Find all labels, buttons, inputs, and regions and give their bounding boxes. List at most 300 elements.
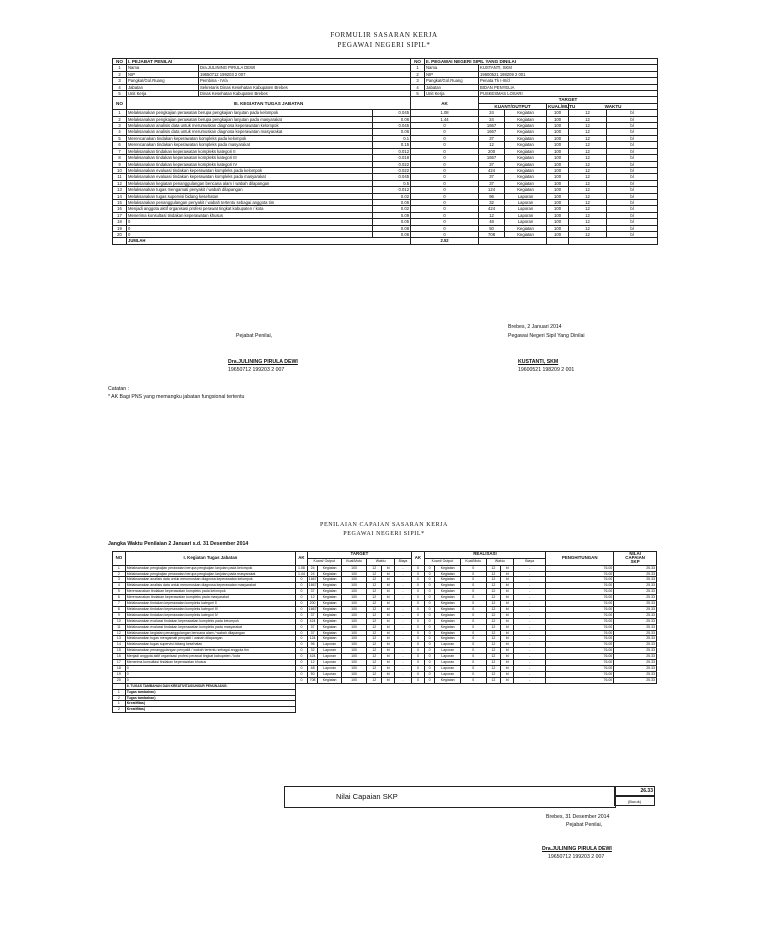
row-kuant: 708 [307, 677, 318, 683]
row-real-biaya: - [514, 654, 546, 660]
f2-extra-header: II. TUGAS TAMBAHAN DAN KREATIVITAS/UNSUR PENUNJANG: [125, 683, 295, 689]
row-real-biaya: - [514, 677, 546, 683]
row-mutu: 100 [341, 666, 367, 672]
row-ak-unit: 0.045 [373, 110, 411, 116]
form2-subtitle: PEGAWAI NEGERI SIPIL* [343, 531, 425, 537]
row-mutu: 100 [547, 193, 569, 199]
row-mutu: 100 [547, 148, 569, 154]
row-ak: 0 [296, 589, 308, 595]
row-ak: 0 [296, 660, 308, 666]
row-real-waktu-unit: bl [501, 654, 514, 660]
row-ak: 0 [411, 167, 479, 173]
row-mutu: 100 [341, 630, 367, 636]
form2-header-row1 [113, 552, 657, 559]
row-mutu: 100 [547, 167, 569, 173]
row-no: 12 [113, 630, 126, 636]
row-real-waktu: 12 [486, 654, 501, 660]
row-nilai: 25.33 [614, 660, 657, 666]
row-real-kuant: 0 [424, 671, 435, 677]
extra-no: 2 [113, 695, 126, 701]
row-ak-unit: 0.08 [373, 225, 411, 231]
row-penghitungan: 76.00 [546, 589, 614, 595]
row-penghitungan: 76.00 [546, 636, 614, 642]
row-kuant-unit: Kegiatan [505, 129, 547, 135]
f2-col-penghitungan: PENGHITUNGAN [546, 552, 614, 566]
row-waktu-unit: bl [382, 630, 395, 636]
nilai-capaian-block [112, 786, 657, 810]
row-biaya: - [395, 624, 412, 630]
section-kegiatan: III. KEGIATAN TUGAS JABATAN [127, 97, 411, 110]
row-no: 10 [113, 618, 126, 624]
row-real-biaya: - [514, 630, 546, 636]
extra-no: 1 [113, 689, 126, 695]
row-kegiatan: Menjadi anggota aktif organisasi profesi perawat tingkat kabupaten / kota [127, 206, 373, 212]
row-waktu-unit: bl [382, 671, 395, 677]
row-penghitungan: 76.00 [546, 654, 614, 660]
row-kuant-unit: Laporan [505, 193, 547, 199]
dinilai-no: 3 [411, 78, 425, 84]
row-waktu-unit: bl [607, 180, 658, 186]
row-penghitungan: 76.00 [546, 666, 614, 672]
row-waktu-unit: bl [607, 219, 658, 225]
row-ak-unit: 0.02 [373, 193, 411, 199]
row-mutu: 100 [341, 618, 367, 624]
form1-sign-right-nip: 19600521 198209 2 001 [518, 367, 575, 373]
row-real-waktu-unit: bl [501, 624, 514, 630]
extra-label: Kreatifitas) [125, 707, 295, 713]
row-ak-unit: 0.1 [373, 135, 411, 141]
row-real-biaya: - [514, 589, 546, 595]
row-ak: 1.08 [296, 565, 308, 571]
row-real-waktu-unit: bl [501, 583, 514, 589]
row-real-ak: 0 [412, 642, 425, 648]
row-ak-unit: 0.012 [373, 148, 411, 154]
row-kuant: 124 [307, 636, 318, 642]
nilai-capaian-label: Nilai Capaian SKP [336, 792, 398, 801]
form1-subtitle: PEGAWAI NEGERI SIPIL* [337, 41, 431, 49]
row-kuant: 1667 [479, 155, 505, 161]
row-kuant-unit: Kegiatan [505, 180, 547, 186]
dinilai-field-label: Pangkat/Gol.Ruang [425, 78, 479, 84]
row-no: 8 [113, 606, 126, 612]
f2-target-kuant: Kuant/ Output [307, 558, 341, 565]
row-penghitungan: 76.00 [546, 660, 614, 666]
row-no: 11 [113, 174, 127, 180]
form1-penilai-label: Pejabat Penilai, [236, 333, 273, 339]
row-real-ak: 0 [412, 606, 425, 612]
form1-place-date: Brebes, 2 Januari 2014 [508, 324, 562, 330]
dinilai-field-label: NIP [425, 71, 479, 77]
row-real-waktu: 12 [486, 565, 501, 571]
row-kuant-unit: Kegiatan [505, 135, 547, 141]
row-kegiatan: Merencanakan tindakan keperawatan kompleks pada masyarakat [125, 595, 295, 601]
row-real-waktu: 12 [486, 648, 501, 654]
row-real-waktu: 12 [486, 624, 501, 630]
row-kuant: 1667 [308, 583, 317, 588]
row-real-waktu-unit: bl [501, 630, 514, 636]
row-real-mutu: 0 [460, 606, 486, 612]
f2-col-kegiatan: I. Kegiatan Tugas Jabatan [125, 552, 295, 566]
row-real-waktu: 12 [486, 589, 501, 595]
extra-no: 1 [113, 701, 126, 707]
row-waktu: 12 [569, 129, 607, 135]
row-kuant: 37 [307, 612, 318, 618]
row-kuant: 124 [479, 187, 505, 193]
penilai-no: 3 [113, 78, 127, 84]
row-real-waktu: 12 [486, 612, 501, 618]
row-real-unit: Kegiatan [435, 606, 461, 612]
row-kuant-unit: Laporan [318, 654, 341, 660]
row-kuant-unit: Laporan [505, 206, 547, 212]
row-kegiatan: Melaksanakan evaluasi tindakan keperawatan kompleks pada kelompok [125, 618, 295, 624]
row-nilai: 25.33 [614, 571, 657, 577]
row-ak: 0 [411, 135, 479, 141]
row-real-biaya: - [514, 571, 546, 577]
row-ak-unit: 0.15 [373, 142, 411, 148]
row-waktu: 12 [367, 571, 382, 577]
row-waktu: 12 [367, 583, 382, 589]
row-kuant-unit: Kegiatan [505, 161, 547, 167]
row-penghitungan: 76.00 [546, 624, 614, 630]
row-real-biaya: - [514, 671, 546, 677]
row-real-biaya: - [514, 565, 546, 571]
row-nilai: 25.33 [614, 677, 657, 683]
row-ak-unit: 0.022 [373, 167, 411, 173]
row-real-kuant: 0 [424, 636, 435, 642]
row-mutu: 100 [341, 671, 367, 677]
row-no: 16 [113, 654, 126, 660]
row-real-kuant: 0 [424, 577, 435, 583]
row-kegiatan: Melaksanakan tindakan keperawatan kompleks kategori III [125, 606, 295, 612]
row-kuant-unit: Kegiatan [318, 571, 341, 577]
row-ak: 0 [411, 129, 479, 135]
row-kegiatan: 0 [125, 666, 295, 672]
row-waktu-unit: bl [607, 187, 658, 193]
row-kuant: 50 [307, 671, 318, 677]
row-ak: 0 [411, 193, 479, 199]
form1-sign-left-nip: 19650712 199203 2 007 [228, 367, 285, 373]
row-penghitungan: 76.00 [546, 648, 614, 654]
row-kegiatan: Melaksanakan penanggulangan penyakit / wabah tertentu sebagai anggota tim [125, 648, 295, 654]
dinilai-field-label: Jabatan [425, 84, 479, 90]
row-penghitungan: 76.00 [546, 601, 614, 607]
row-ak-unit: 0.045 [373, 174, 411, 180]
row-kuant: 12 [307, 595, 318, 601]
row-no: 13 [113, 636, 126, 642]
row-no: 12 [113, 180, 127, 186]
row-penghitungan: 76.00 [546, 583, 614, 589]
row-mutu: 100 [341, 595, 367, 601]
row-no: 8 [113, 155, 127, 161]
row-mutu: 100 [547, 116, 569, 122]
row-kuant: 50 [479, 225, 505, 231]
row-mutu: 100 [547, 161, 569, 167]
row-waktu-unit: bl [382, 660, 395, 666]
row-ak: 0 [411, 142, 479, 148]
row-nilai: 25.33 [614, 666, 657, 672]
row-no: 9 [113, 612, 126, 618]
row-kuant-unit: Laporan [318, 660, 341, 666]
row-ak: 0 [411, 161, 479, 167]
row-ak: 0 [296, 612, 308, 618]
row-real-waktu-unit: bl [501, 666, 514, 672]
row-kegiatan: 0 [125, 671, 295, 677]
row-ak-unit: 0.02 [373, 206, 411, 212]
row-biaya: - [395, 666, 412, 672]
row-kuant: 12 [479, 212, 505, 218]
row-biaya: - [395, 660, 412, 666]
row-real-ak: 0 [412, 660, 425, 666]
row-kegiatan: Melaksanakan tindakan keperawatan kompleks kategori II [127, 148, 373, 154]
row-biaya: - [395, 595, 412, 601]
form2-period: Jangka Waktu Penilaian 2 Januari s.d. 31 Desember 2014 [108, 541, 249, 547]
row-kuant: 424 [479, 167, 505, 173]
row-mutu: 100 [341, 565, 367, 571]
row-ak-unit: 0.06 [373, 129, 411, 135]
row-waktu: 12 [367, 642, 382, 648]
row-kuant: 37 [479, 161, 505, 167]
form1-pegawai-label: Pegawai Negeri Sipil Yang Dinilai [508, 333, 585, 339]
row-waktu: 12 [367, 595, 382, 601]
row-waktu-unit: bl [607, 167, 658, 173]
row-ak: 0 [296, 654, 308, 660]
row-kegiatan: Melaksanakan pengkajian perawatan berupa pengkajian lanjutan pada kelompok [125, 565, 295, 571]
row-ak: 0 [296, 666, 308, 672]
row-kuant: 37 [307, 624, 318, 630]
row-mutu: 100 [341, 606, 367, 612]
form1-table [112, 58, 658, 245]
row-nilai: 25.33 [614, 671, 657, 677]
row-no: 20 [113, 677, 126, 683]
row-no: 7 [113, 601, 126, 607]
row-kegiatan: Melaksanakan kegiatan penanggulangan bencana alam / wabah dilapangan [125, 630, 295, 636]
row-waktu-unit: bl [607, 135, 658, 141]
dinilai-field-label: Unit Kerja [425, 91, 479, 97]
row-real-kuant: 0 [424, 571, 435, 577]
row-kuant-unit: Kegiatan [318, 595, 341, 601]
row-real-mutu: 0 [460, 671, 486, 677]
row-waktu: 12 [367, 589, 382, 595]
row-waktu-unit: bl [382, 642, 395, 648]
row-real-ak: 0 [412, 677, 425, 683]
row-kuant-unit: Kegiatan [505, 142, 547, 148]
row-kuant-unit: Kegiatan [318, 589, 341, 595]
penilai-no: 4 [113, 84, 127, 90]
row-waktu-unit: bl [382, 612, 395, 618]
row-waktu-unit: bl [382, 636, 395, 642]
row-real-mutu: 0 [460, 601, 486, 607]
row-no: 9 [113, 161, 127, 167]
row-kuant-unit: Kegiatan [318, 601, 341, 607]
row-waktu-unit: bl [382, 666, 395, 672]
row-mutu: 100 [547, 174, 569, 180]
row-kuant-unit: Kegiatan [318, 636, 341, 642]
dinilai-field-value: KUSTANTI, SKM [479, 65, 658, 71]
row-biaya: - [395, 671, 412, 677]
nilai-capaian-grade: (Buruk) [614, 796, 655, 806]
row-nilai: 25.33 [614, 577, 657, 583]
penilai-no: 2 [113, 71, 127, 77]
row-kuant-unit: Kegiatan [318, 583, 341, 589]
row-nilai: 25.33 [614, 618, 657, 624]
row-nilai: 25.33 [614, 642, 657, 648]
row-real-unit: Kegiatan [435, 583, 461, 589]
row-real-waktu-unit: bl [501, 601, 514, 607]
row-waktu-unit: bl [607, 148, 658, 154]
row-waktu: 12 [569, 116, 607, 122]
row-kuant: 32 [307, 648, 318, 654]
row-real-waktu: 12 [486, 636, 501, 642]
row-biaya: - [395, 648, 412, 654]
row-kuant-unit: Kegiatan [318, 606, 341, 612]
row-kegiatan: Melaksanakan tugas supervisi bidang kesehatan [125, 642, 295, 648]
row-mutu: 100 [341, 660, 367, 666]
row-real-waktu-unit: bl [501, 577, 514, 583]
row-penghitungan: 76.00 [546, 595, 614, 601]
row-ak: 0 [296, 671, 308, 677]
row-real-kuant: 0 [424, 565, 435, 571]
row-kuant: 1667 [308, 577, 317, 582]
row-biaya: - [395, 577, 412, 583]
row-waktu: 12 [569, 231, 607, 237]
row-ak: 0 [411, 206, 479, 212]
row-kuant-unit: Kegiatan [505, 148, 547, 154]
row-waktu-unit: bl [382, 654, 395, 660]
row-kuant: 96 [307, 642, 318, 648]
row-real-waktu: 12 [486, 595, 501, 601]
row-kuant: 48 [307, 666, 318, 672]
dinilai-field-value: 19600521 198209 2 001 [479, 71, 658, 77]
row-mutu: 100 [341, 589, 367, 595]
row-real-mutu: 0 [460, 630, 486, 636]
row-nilai: 25.33 [614, 606, 657, 612]
row-waktu-unit: bl [382, 571, 395, 577]
row-waktu-unit: bl [382, 565, 395, 571]
form1-sign-left-name: Dra.JULINING PIRULA DEWI [228, 359, 298, 365]
row-real-mutu: 0 [460, 624, 486, 630]
row-ak-unit: 0.022 [373, 161, 411, 167]
row-kuant: 37 [307, 630, 318, 636]
row-waktu: 12 [569, 187, 607, 193]
row-mutu: 100 [547, 212, 569, 218]
form1-title: FORMULIR SASARAN KERJA [330, 31, 438, 39]
row-ak-unit: 0.5 [373, 180, 411, 186]
col-no-kegiatan: NO [113, 97, 127, 110]
row-waktu-unit: bl [607, 123, 658, 129]
row-ak: 0 [411, 225, 479, 231]
row-real-ak: 0 [412, 612, 425, 618]
extra-no: 2 [113, 707, 126, 713]
row-nilai: 25.33 [614, 624, 657, 630]
row-ak-unit: 0.06 [373, 199, 411, 205]
row-real-ak: 0 [412, 618, 425, 624]
row-real-ak: 0 [412, 624, 425, 630]
row-waktu-unit: bl [382, 583, 395, 589]
row-real-ak: 0 [412, 671, 425, 677]
row-nilai: 25.33 [614, 589, 657, 595]
row-ak: 0 [411, 123, 479, 129]
row-biaya: - [395, 571, 412, 577]
row-mutu: 100 [341, 648, 367, 654]
row-real-biaya: - [514, 601, 546, 607]
extra-blank [296, 707, 657, 713]
dinilai-field-value: PUSKESMAS LOSARI [479, 91, 658, 97]
row-real-unit: Kegiatan [435, 577, 461, 583]
row-real-mutu: 0 [460, 654, 486, 660]
row-waktu-unit: bl [382, 648, 395, 654]
f2-col-nilai [614, 552, 657, 566]
row-real-waktu: 12 [486, 577, 501, 583]
row-kuant-unit: Kegiatan [505, 167, 547, 173]
jumlah-value: 2.52 [411, 238, 479, 244]
row-ak: 0 [296, 677, 308, 683]
row-penghitungan: 76.00 [546, 612, 614, 618]
row-kegiatan: Melaksanakan tindakan keperawatan kompleks kategori IV [127, 161, 373, 167]
penilai-field-value: Pembina - IV/a [199, 78, 411, 84]
row-kegiatan: Melaksanakan analisis data untuk merumuskan diagnosa keperawatan kelompok [125, 577, 295, 583]
row-real-mutu: 0 [460, 648, 486, 654]
row-real-kuant: 0 [424, 601, 435, 607]
catatan-label: Catatan : [108, 386, 130, 392]
row-ak-unit: 0.012 [373, 187, 411, 193]
row-waktu: 12 [569, 212, 607, 218]
row-no: 10 [113, 167, 127, 173]
row-kegiatan: Melaksanakan penanggulangan penyakit / wabah tertentu sebagai anggota tim [127, 199, 373, 205]
row-kuant: 1667 [308, 606, 317, 611]
row-waktu: 12 [367, 612, 382, 618]
f2-target-mutu: Kual/Mutu [341, 558, 367, 565]
row-waktu: 12 [569, 142, 607, 148]
row-real-waktu-unit: bl [501, 589, 514, 595]
row-waktu-unit: bl [607, 174, 658, 180]
row-real-waktu-unit: bl [501, 671, 514, 677]
row-real-biaya: - [514, 618, 546, 624]
f2-nilai-skp: SKP [630, 559, 640, 565]
row-waktu: 12 [367, 601, 382, 607]
row-ak: 0 [411, 174, 479, 180]
row-kuant-unit: Laporan [318, 648, 341, 654]
f2-realisasi-header: REALISASI [424, 552, 545, 559]
row-kuant-unit: Laporan [505, 219, 547, 225]
row-waktu: 12 [569, 193, 607, 199]
f2-target-header: TARGET [307, 552, 411, 559]
row-mutu: 100 [547, 206, 569, 212]
row-kegiatan: Melaksanakan pengkajian perawatan berupa pengkajian lanjutan pada masyarakat [125, 571, 295, 577]
form2-title: PENILAIAN CAPAIAN SASARAN KERJA [320, 522, 448, 528]
row-real-unit: Kegiatan [435, 624, 461, 630]
row-waktu-unit: bl [607, 193, 658, 199]
row-no: 20 [113, 231, 127, 237]
f2-col-ak-real: AK [412, 552, 425, 566]
row-ak: 1.08 [411, 110, 479, 116]
row-real-kuant: 0 [424, 642, 435, 648]
row-waktu: 12 [367, 660, 382, 666]
row-kegiatan: Menjadi anggota aktif organisasi profesi perawat tingkat kabupaten / kota [125, 654, 295, 660]
row-waktu-unit: bl [607, 116, 658, 122]
row-waktu: 12 [367, 677, 382, 683]
catatan-text: * AK Bagi PNS yang memangku jabatan fungsional tertentu [108, 394, 245, 400]
row-waktu: 12 [569, 199, 607, 205]
row-real-waktu-unit: bl [501, 648, 514, 654]
row-no: 11 [113, 624, 126, 630]
row-real-ak: 0 [412, 565, 425, 571]
f2-target-biaya: Biaya [395, 558, 412, 565]
row-no: 14 [113, 642, 126, 648]
row-ak: 1.44 [296, 571, 308, 577]
col-no: NO [113, 59, 127, 65]
f2-col-ak: AK [296, 552, 308, 566]
f2-real-biaya: Biaya [514, 558, 546, 565]
